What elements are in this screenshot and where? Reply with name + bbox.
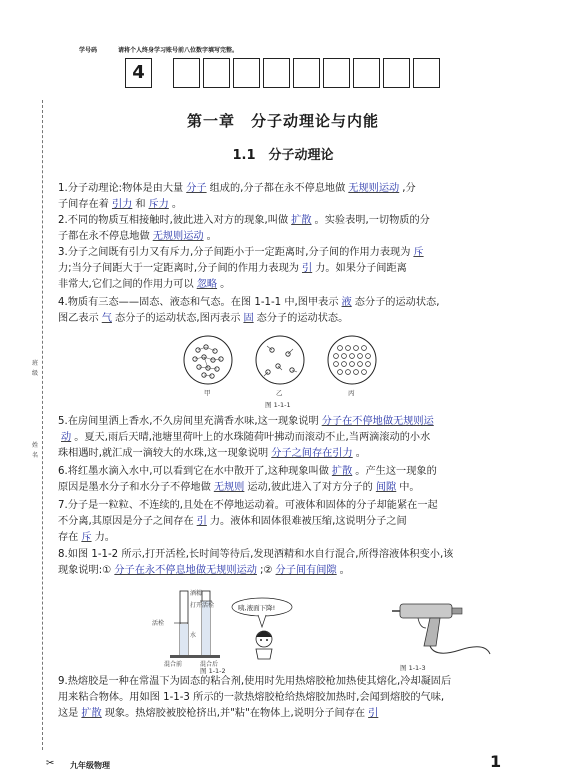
question-line: [58, 480, 513, 496]
answer-blank[interactable]: 扩散: [331, 466, 353, 477]
answer-blank[interactable]: 间隙: [375, 482, 397, 493]
question-text: 。: [220, 279, 231, 290]
footer-subject: 九年级物理: [70, 761, 110, 770]
question-line: [58, 229, 513, 245]
label-valve: 活栓: [152, 620, 165, 627]
question-line: [58, 277, 513, 293]
answer-blank[interactable]: 无规则: [213, 482, 245, 493]
question-line: [58, 674, 513, 690]
answer-blank[interactable]: 分子: [186, 183, 207, 194]
label-open-valve: 打开活栓: [190, 602, 215, 609]
question-line: [58, 213, 513, 229]
question-text: 态分子的运动状态。: [256, 313, 349, 324]
question-text: 。产生这一现象的: [355, 466, 437, 477]
answer-blank[interactable]: 忽略: [196, 279, 218, 290]
question-text: 力。液体和固体很难被压缩,这说明分子之间: [209, 516, 407, 527]
fig1-label-yi: 乙: [276, 389, 283, 397]
question-4: [58, 295, 513, 327]
question-line: [58, 690, 513, 706]
question-text: 7.分子是一粒粒、不连续的,且处在不停地运动着。可液体和固体的分子却能紧在一起: [58, 500, 438, 511]
question-text: 2.不同的物质互相接触时,彼此进入对方的现象,叫做: [58, 215, 289, 226]
question-text: 。夏天,雨后天晴,池塘里荷叶上的水珠随荷叶拂动而滚动不止,当两滴滚动的小水: [74, 432, 431, 443]
question-text: 图乙表示: [58, 313, 99, 324]
answer-blank[interactable]: 引: [196, 516, 207, 527]
question-line: [58, 311, 513, 327]
id-digit-box[interactable]: [413, 58, 440, 88]
answer-blank[interactable]: 无规则运动: [348, 183, 400, 194]
fig3-caption: 图 1-1-3: [400, 664, 426, 672]
question-line: [58, 464, 513, 480]
question-text: 3.分子之间既有引力又有斥力,分子间距小于一定距离时,分子间的作用力表现为: [58, 247, 411, 258]
question-text: 。: [339, 565, 350, 576]
answer-blank[interactable]: 扩散: [81, 708, 102, 719]
binding-line: [42, 100, 44, 750]
id-digit-box[interactable]: [203, 58, 230, 88]
answer-blank[interactable]: 引: [368, 708, 379, 719]
liquid-diagram: [184, 336, 232, 384]
id-instruction: 请将个人终身学习账号前八位数字填写完整。: [118, 47, 239, 54]
question-text: 4.物质有三态——固态、液态和气态。在图 1-1-1 中,图甲表示: [58, 297, 339, 308]
answer-blank[interactable]: 分子之间存在引力: [271, 448, 353, 459]
fig1-caption: 图 1-1-1: [265, 401, 291, 409]
question-text: 1.分子动理论:物体是由大量: [58, 183, 184, 194]
question-line: [58, 530, 513, 546]
margin-label: 姓: [32, 442, 39, 449]
question-text: 子间存在着: [58, 199, 109, 210]
question-text: 和: [135, 199, 146, 210]
question-text: 珠相遇时,就汇成一滴较大的水珠,这一现象说明: [58, 448, 269, 459]
figure-states-of-matter: [180, 332, 380, 402]
question-text: 子都在永不停息地做: [58, 231, 150, 242]
question-text: 原因是墨水分子和水分子不停地做: [58, 482, 211, 493]
question-text: 。实验表明,一切物质的分: [314, 215, 430, 226]
answer-blank[interactable]: 动: [61, 432, 72, 443]
question-line: [58, 261, 513, 277]
question-text: 5.在房间里洒上香水,不久房间里充满香水味,这一现象说明: [58, 416, 319, 427]
answer-blank[interactable]: 斥力: [148, 199, 169, 210]
gas-diagram: [256, 336, 304, 384]
question-line: [58, 706, 513, 722]
question-line: [58, 295, 513, 311]
section-title: 1.1 分子动理论: [232, 148, 334, 163]
label-before-mix: 混合前: [164, 661, 183, 667]
question-text: 力。如果分子间距离: [315, 263, 407, 274]
question-6: [58, 464, 513, 496]
question-7: [58, 498, 513, 546]
id-digit-box[interactable]: [353, 58, 380, 88]
margin-label: 级: [32, 370, 39, 377]
speech-text: 咦,液面下降!: [238, 604, 276, 612]
question-line: [58, 430, 513, 446]
label-after-mix: 混合后: [200, 661, 219, 667]
fig1-label-bing: 丙: [348, 389, 355, 397]
margin-label: 班: [32, 360, 39, 367]
answer-blank[interactable]: 固: [243, 313, 254, 324]
label-water: 水: [190, 632, 197, 639]
question-text: 。: [355, 448, 366, 459]
observer-figure: [256, 631, 272, 659]
solid-diagram: [328, 336, 376, 384]
question-text: 组成的,分子都在永不停息地做: [209, 183, 346, 194]
question-line: [58, 181, 513, 197]
question-5: [58, 414, 513, 462]
question-text: 运动,彼此进入了对方分子的: [247, 482, 373, 493]
question-8: [58, 547, 513, 579]
answer-blank[interactable]: 斥: [413, 247, 424, 258]
question-text: 现象说明:①: [58, 565, 112, 576]
question-text: ;②: [259, 565, 273, 576]
answer-blank[interactable]: 斥: [81, 532, 92, 543]
id-digit-box[interactable]: [293, 58, 320, 88]
question-line: [58, 245, 513, 261]
id-digit-box[interactable]: [383, 58, 410, 88]
question-text: 6.将红墨水滴入水中,可以看到它在水中散开了,这种现象叫做: [58, 466, 329, 477]
question-2: [58, 213, 513, 245]
answer-blank[interactable]: 无规则运动: [152, 231, 204, 242]
answer-blank[interactable]: 分子间有间隙: [275, 565, 337, 576]
question-line: [58, 414, 513, 430]
question-text: 。: [171, 199, 183, 210]
question-text: 8.如图 1-1-2 所示,打开活栓,长时间等待后,发现酒精和水自行混合,所得溶液体积变小,该: [58, 549, 454, 560]
id-label: 学号码: [79, 47, 98, 54]
question-3: [58, 245, 513, 293]
question-line: [58, 563, 513, 579]
id-digit-box[interactable]: [173, 58, 200, 88]
answer-blank[interactable]: 分子在不停地做无规则运: [321, 416, 434, 427]
answer-blank[interactable]: 扩散: [291, 215, 312, 226]
scissors-icon: ✂: [46, 758, 55, 769]
question-line: [58, 446, 513, 462]
question-text: 态分子的运动状态,: [354, 297, 440, 308]
answer-blank[interactable]: 气: [101, 313, 112, 324]
fig1-label-jia: 甲: [204, 389, 211, 397]
question-text: 用来粘合物体。用如图 1-1-3 所示的一款热熔胶枪给热熔胶加热时,会闻到熔胶的气味,: [58, 692, 445, 703]
question-text: 现象。热熔胶被胶枪挤出,并"粘"在物体上,说明分子间存在: [104, 708, 366, 719]
question-text: 非常大,它们之间的作用力可以: [58, 279, 194, 290]
answer-blank[interactable]: 分子在永不停息地做无规则运动: [114, 565, 257, 576]
answer-blank[interactable]: 液: [341, 297, 352, 308]
question-line: [58, 197, 513, 213]
question-text: 9.热熔胶是一种在常温下为固态的粘合剂,使用时先用热熔胶枪加热使其熔化,冷却凝固后: [58, 676, 452, 687]
margin-label: 名: [32, 452, 39, 459]
glue-gun-icon: [392, 604, 490, 654]
question-text: 中。: [399, 482, 420, 493]
question-text: 。: [206, 231, 217, 242]
question-line: [58, 547, 513, 563]
chapter-title: 第一章 分子动理论与内能: [186, 112, 379, 130]
question-line: [58, 498, 513, 514]
id-digit-box[interactable]: [233, 58, 260, 88]
answer-blank[interactable]: 引: [301, 263, 313, 274]
question-text: 这是: [58, 708, 79, 719]
fig2-caption: 图 1-1-2: [200, 667, 226, 675]
id-digit-box[interactable]: [323, 58, 350, 88]
question-text: ,分: [402, 183, 416, 194]
figure-alcohol-water-mix: [140, 587, 300, 667]
question-text: 力;当分子间距大于一定距离时,分子间的作用力表现为: [58, 263, 299, 274]
question-text: 不分离,其原因是分子之间存在: [58, 516, 194, 527]
question-text: 存在: [58, 532, 79, 543]
page-number: 1: [490, 752, 502, 771]
question-line: [58, 514, 513, 530]
id-digit-box[interactable]: [263, 58, 290, 88]
question-text: 力。: [94, 532, 115, 543]
question-1: [58, 181, 513, 213]
label-alcohol: 酒精: [190, 590, 203, 597]
question-9: [58, 674, 513, 722]
question-text: 态分子的运动状态,图丙表示: [114, 313, 241, 324]
figure-glue-gun: [390, 598, 500, 660]
id-digit-box[interactable]: 4: [125, 58, 152, 88]
answer-blank[interactable]: 引力: [111, 199, 133, 210]
